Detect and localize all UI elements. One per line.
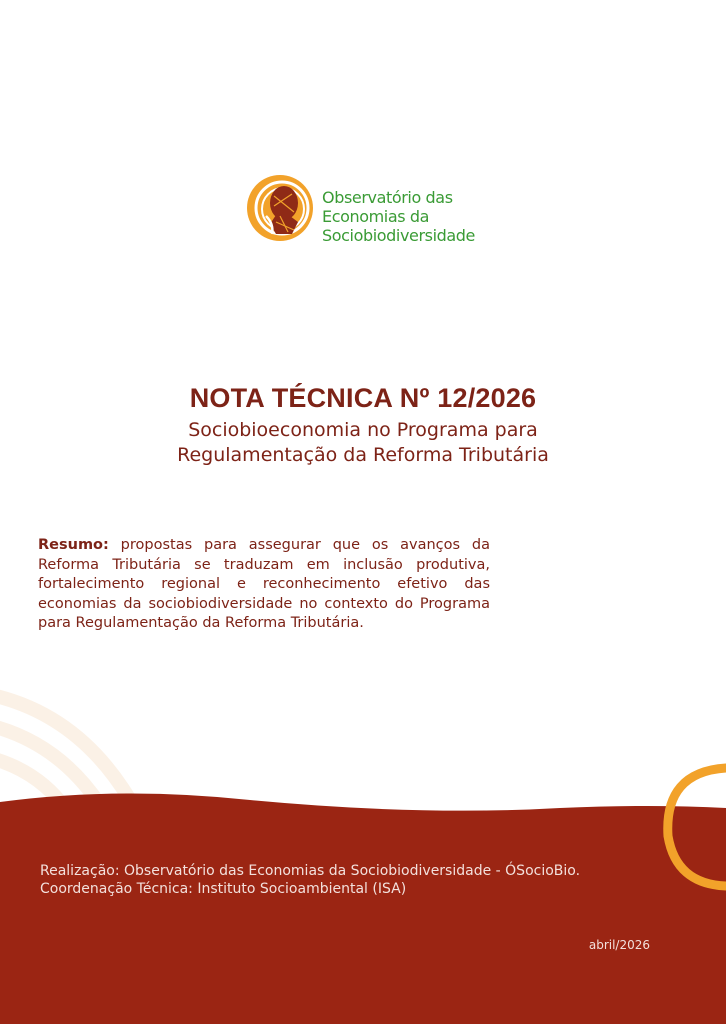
subtitle-line-2: Regulamentação da Reforma Tributária [177, 444, 549, 466]
cream-arcs-decoration [0, 690, 130, 808]
summary-paragraph [38, 536, 490, 634]
logo-line-3: Sociobiodiversidade [322, 226, 476, 245]
sociobio-seed-icon [244, 172, 316, 244]
summary-text: propostas para assegurar que os avanços da Reforma Tributária se traduzam em inclusão produtiva, fortalecimento regional e reconhecimento efetivo das economias da sociobiodiversidade no contexto do Programa para Regulamentação da Reforma Tributária. [38, 537, 491, 631]
footer-credits [40, 862, 580, 898]
logo-wordmark [322, 188, 475, 245]
document-subtitle [0, 418, 726, 468]
observatorio-logo [244, 172, 494, 248]
publication-date: abril/2026 [588, 938, 650, 952]
coordenacao-line: Coordenação Técnica: Instituto Socioambiental (ISA) [40, 881, 407, 897]
logo-line-1: Observatório das [322, 188, 453, 207]
document-title: NOTA TÉCNICA Nº 12/2026 [189, 383, 537, 413]
footer-band [0, 793, 726, 1024]
subtitle-line-1: Sociobioeconomia no Programa para [188, 419, 538, 441]
logo-line-2: Economias da [322, 207, 430, 226]
realizacao-line: Realização: Observatório das Economias da Sociobiodiversidade - ÓSocioBio. [40, 863, 581, 879]
summary-label: Resumo: [38, 537, 109, 553]
